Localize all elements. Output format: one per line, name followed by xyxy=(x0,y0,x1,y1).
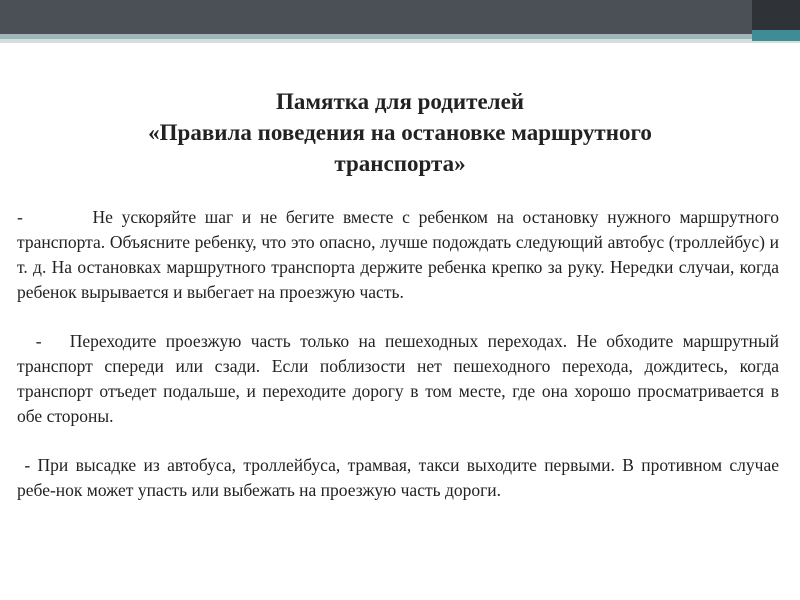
bullet-dash: - xyxy=(17,455,38,475)
title-line-1: Памятка для родителей xyxy=(275,89,525,114)
corner-block xyxy=(752,0,800,34)
teal-accent xyxy=(752,30,800,41)
paragraph-text: При высадке из автобуса, троллейбуса, трамвая, такси выходите первыми. В противном случае ребе-нок может упасть или выбежать на проезжую часть дороги. xyxy=(17,455,780,500)
header-band xyxy=(0,0,800,34)
slide-body xyxy=(17,205,779,527)
paragraph-3 xyxy=(17,453,779,503)
paragraph-text: Не ускоряйте шаг и не бегите вместе с ребенком на остановку нужного маршрутного транспорта. Объясните ребенку, что это опасно, лучше подождать следующий автобус (троллейбус) и т. д. На остановках маршрутного транспорта держите ребенка крепко за руку. Нередки случаи, когда ребенок вырывается и выбегает на проезжую часть. xyxy=(17,207,779,302)
bullet-dash: - xyxy=(17,207,93,227)
header-stripe-light xyxy=(0,39,800,43)
paragraph-text: Переходите проезжую часть только на пешеходных переходах. Не обходите маршрутный транспорт спереди или сзади. Если поблизости нет пешеходного перехода, дождитесь, когда транспорт отъедет подальше, и переходите дорогу в том месте, где она хорошо просматривается в обе стороны. xyxy=(17,331,779,426)
title-line-2: «Правила поведения на остановке маршрутного xyxy=(148,120,652,145)
bullet-dash: - xyxy=(17,331,70,351)
paragraph-2 xyxy=(17,329,779,429)
title-line-3: транспорта» xyxy=(334,151,466,176)
paragraph-1 xyxy=(17,205,779,305)
slide-title xyxy=(20,86,780,179)
